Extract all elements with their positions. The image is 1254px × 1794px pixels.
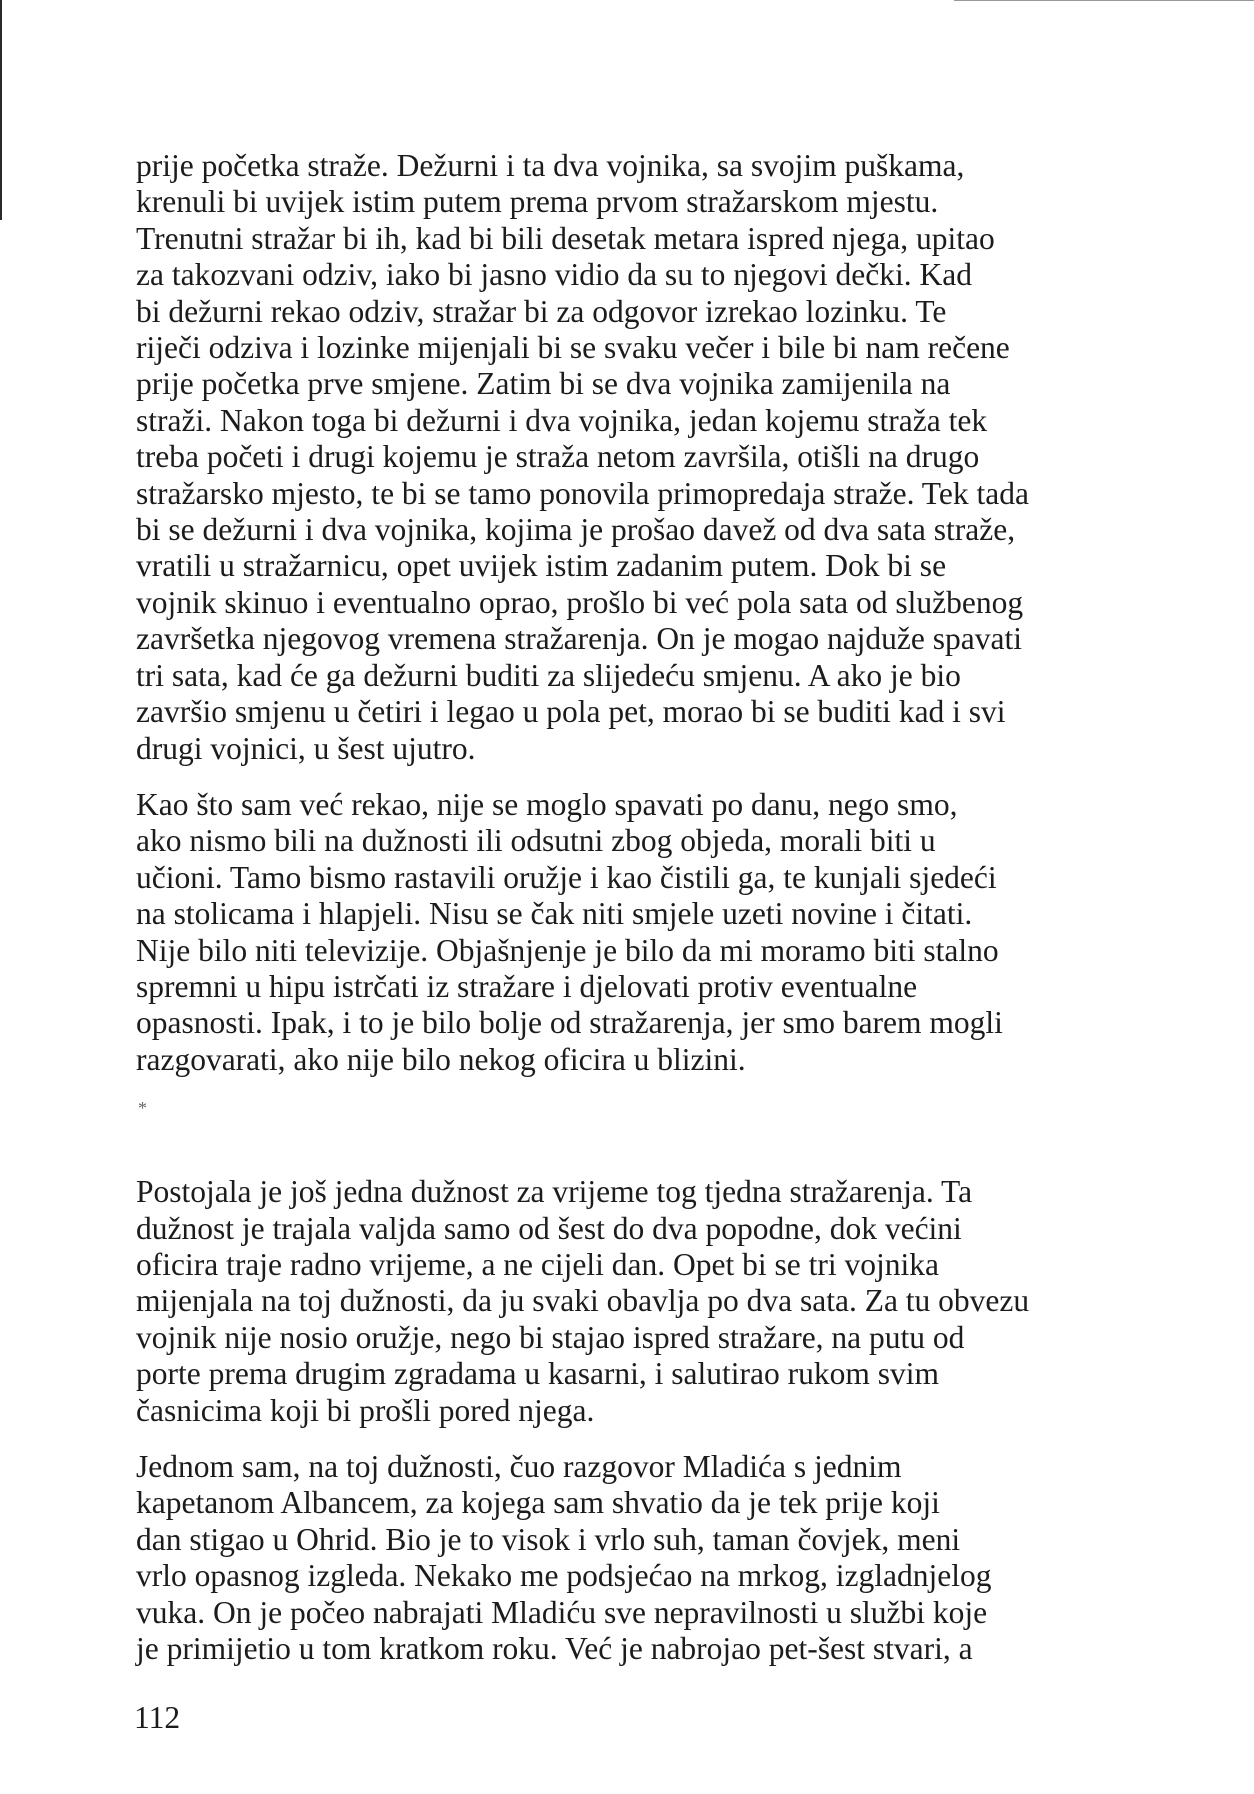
scan-edge-top xyxy=(954,0,1254,1)
paragraph-1: prije početka straže. Dežurni i ta dva vojnika, sa svojim puškama, krenuli bi uvijek istim putem prema prvom stražarskom mjestu. Trenutni stražar bi ih, kad bi bili desetak metara ispred njega, upitao za takozvani odziv, iako bi jasno vidio da su to njegovi dečki. Kad bi dežurni rekao odziv, stražar bi za odgovor izrekao lozinku. Te riječi odziva i lozinke mijenjali bi se svaku večer i bile bi nam rečene prije početka prve smjene. Zatim bi se dva vojnika zamijenila na straži. Nakon toga bi dežurni i dva vojnika, jedan kojemu straža tek treba početi i drugi kojemu je straža netom završila, otišli na drugo stražarsko mjesto, te bi se tamo ponovila primopredaja straže. Tek tada bi se dežurni i dva vojnika, kojima je prošao davež od dva sata straže, vratili u stražarnicu, opet uvijek istim zadanim putem. Dok bi se vojnik skinuo i eventualno oprao, prošlo bi već pola sata od službenog završetka njegovog vremena stražarenja. On je mogao najduže spavati tri sata, kad će ga dežurni buditi za slijedeću smjenu. A ako je bio završio smjenu u četiri i legao u pola pet, morao bi se buditi kad i svi drugi vojnici, u šest ujutro. xyxy=(136,148,1029,766)
paragraph-2: Kao što sam već rekao, nije se moglo spavati po danu, nego smo, ako nismo bili na dužnosti ili odsutni zbog objeda, morali biti u učioni. Tamo bismo rastavili oružje i kao čistili ga, te kunjali sjedeći na stolicama i hlapjeli. Nisu se čak niti smjele uzeti novine i čitati. Nije bilo niti televizije. Objašnjenje je bilo da mi moramo biti stalno spremni u hipu istrčati iz stražare i djelovati protiv eventualne opasnosti. Ipak, i to je bilo bolje od stražarenja, jer smo barem mogli razgovarati, ako nije bilo nekog oficira u blizini. xyxy=(136,786,1003,1077)
paragraph-3: Postojala je još jedna dužnost za vrijeme tog tjedna stražarenja. Ta dužnost je trajala valjda samo od šest do dva popodne, dok većini oficira traje radno vrijeme, a ne cijeli dan. Opet bi se tri vojnika mijenjala na toj dužnosti, da ju svaki obavlja po dva sata. Za tu obvezu vojnik nije nosio oružje, nego bi stajao ispred stražare, na putu od porte prema drugim zgradama u kasarni, i salutirao rukom svim časnicima koji bi prošli pored njega. xyxy=(136,1174,1030,1428)
page-number: 112 xyxy=(134,1700,181,1735)
section-separator: * xyxy=(138,1098,147,1119)
paragraph-4: Jednom sam, na toj dužnosti, čuo razgovor Mladića s jednim kapetanom Albancem, za kojega sam shvatio da je tek prije koji dan stigao u Ohrid. Bio je to visok i vrlo suh, taman čovjek, meni vrlo opasnog izgleda. Nekako me podsjećao na mrkog, izgladnjelog vuka. On je počeo nabrajati Mladiću sve nepravilnosti u službi koje je primijetio u tom kratkom roku. Već je nabrojao pet-šest stvari, a xyxy=(136,1449,992,1667)
page-body xyxy=(136,148,1116,1667)
scan-edge-left xyxy=(0,0,2,220)
